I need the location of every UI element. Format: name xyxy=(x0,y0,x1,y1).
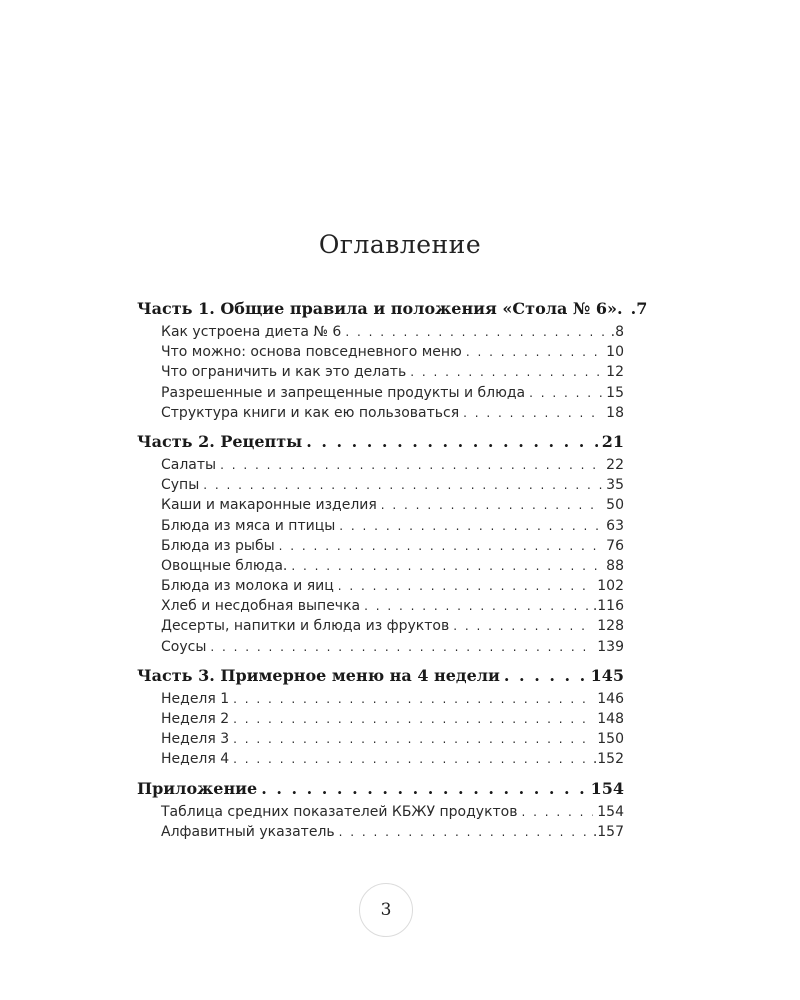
toc-entry[interactable] xyxy=(137,362,624,382)
toc-section xyxy=(137,296,648,423)
toc-entry-page: 10 xyxy=(606,344,624,361)
toc-section-heading[interactable] xyxy=(137,663,624,689)
page-title: Оглавление xyxy=(318,230,482,259)
dot-leader xyxy=(233,729,593,749)
dot-leader xyxy=(364,596,589,616)
dot-leader xyxy=(529,383,602,403)
toc-entry-page: 128 xyxy=(597,618,624,635)
toc-entry-label: Структура книги и как ею пользоваться xyxy=(161,404,460,421)
toc-entry-label: Алфавитный указатель xyxy=(161,823,335,840)
toc-section-title: Часть 2. Рецепты xyxy=(137,431,303,451)
toc-entry-page: 12 xyxy=(606,364,624,381)
toc-section xyxy=(137,663,624,770)
toc-entry[interactable] xyxy=(137,576,624,596)
toc-entry-page: .152 xyxy=(592,751,624,768)
dot-leader xyxy=(466,342,602,362)
dot-leader xyxy=(453,616,593,636)
toc-entry[interactable] xyxy=(137,802,624,822)
toc-entry-label: Хлеб и несдобная выпечка xyxy=(161,598,361,615)
toc-entry-label: Что можно: основа повседневного меню xyxy=(161,344,462,361)
dot-leader xyxy=(220,455,602,475)
toc-entry[interactable] xyxy=(137,556,624,576)
toc-entry[interactable] xyxy=(137,596,624,616)
toc-entry-label: Соусы xyxy=(161,638,207,655)
dot-leader xyxy=(233,709,593,729)
toc-entry-page: 15 xyxy=(606,384,624,401)
toc-entry-page: 35 xyxy=(606,477,624,494)
dot-leader xyxy=(339,516,602,536)
toc-entry-label: Блюда из мяса и птицы xyxy=(161,517,336,534)
toc-entry[interactable] xyxy=(137,475,624,495)
toc-entry[interactable] xyxy=(137,637,624,657)
toc-section xyxy=(137,776,624,842)
toc-entry-label: Неделя 1 xyxy=(161,690,230,707)
toc-section-heading[interactable] xyxy=(137,296,648,322)
dot-leader xyxy=(291,556,602,576)
toc-entry-page: 154 xyxy=(597,803,624,820)
toc-entry[interactable] xyxy=(137,403,624,423)
dot-leader xyxy=(233,689,593,709)
toc-section-title: Часть 3. Примерное меню на 4 недели xyxy=(137,665,500,685)
dot-leader xyxy=(522,802,594,822)
toc-entry[interactable] xyxy=(137,495,624,515)
toc-section-page: 154 xyxy=(590,778,624,798)
toc-entry-page: 148 xyxy=(597,711,624,727)
toc-entry-label: Овощные блюда. xyxy=(161,557,288,574)
toc-entry-page: 63 xyxy=(606,517,624,534)
toc-entry-label: Как устроена диета № 6 xyxy=(161,324,342,340)
dot-leader xyxy=(279,536,603,556)
toc-entry-label: Неделя 3 xyxy=(161,731,230,748)
toc-entry-page: 150 xyxy=(597,731,624,748)
toc-entry-label: Блюда из рыбы xyxy=(161,537,275,554)
toc-entry[interactable] xyxy=(137,322,624,342)
toc-entry-page: .116 xyxy=(592,598,624,615)
toc-entry[interactable] xyxy=(137,383,624,403)
toc-entry-page: 102 xyxy=(597,578,624,595)
toc-entry[interactable] xyxy=(137,616,624,636)
toc-entry-page: .8 xyxy=(610,324,624,340)
dot-leader xyxy=(345,322,606,342)
toc-entry[interactable] xyxy=(137,455,624,475)
toc-entry[interactable] xyxy=(137,749,624,769)
toc-entry-page: 76 xyxy=(606,537,624,554)
toc-entry-page: 18 xyxy=(606,404,624,421)
dot-leader xyxy=(339,822,589,842)
toc-entry-label: Неделя 4 xyxy=(161,751,230,768)
dot-leader xyxy=(463,403,602,423)
toc-entry-page: 146 xyxy=(597,690,624,707)
toc-entry-label: Разрешенные и запрещенные продукты и блюда xyxy=(161,384,526,401)
toc-section-page: 145 xyxy=(590,665,624,685)
toc-section-heading[interactable] xyxy=(137,429,624,455)
toc-entry[interactable] xyxy=(137,709,624,729)
dot-leader xyxy=(233,749,589,769)
toc-section xyxy=(137,429,624,657)
toc-section-page: 21 xyxy=(601,431,624,451)
page-number-label: 3 xyxy=(380,900,392,920)
dot-leader xyxy=(338,576,594,596)
toc-entry-page: 22 xyxy=(606,456,624,473)
toc-entry-page: 88 xyxy=(606,557,624,574)
toc-entry-label: Супы xyxy=(161,477,200,494)
toc-entry-page: 139 xyxy=(597,638,624,655)
toc-entry[interactable] xyxy=(137,822,624,842)
dot-leader xyxy=(210,637,593,657)
toc-entry-label: Десерты, напитки и блюда из фруктов xyxy=(161,618,450,635)
toc-section-title: Часть 1. Общие правила и положения «Стола № 6». xyxy=(137,299,623,318)
toc-entry-label: Каши и макаронные изделия xyxy=(161,497,377,514)
page-number xyxy=(359,883,413,937)
dot-leader xyxy=(306,429,598,455)
toc-entry-label: Таблица средних показателей КБЖУ продуктов xyxy=(161,803,518,820)
toc-entry[interactable] xyxy=(137,536,624,556)
dot-leader xyxy=(410,362,602,382)
toc-section-title: Приложение xyxy=(137,778,258,798)
dot-leader xyxy=(261,776,586,802)
toc-entry[interactable] xyxy=(137,689,624,709)
dot-leader xyxy=(504,663,587,689)
toc-entry[interactable] xyxy=(137,516,624,536)
toc-entry-label: Что ограничить и как это делать xyxy=(161,364,407,381)
toc-entry[interactable] xyxy=(137,342,624,362)
dot-leader xyxy=(381,495,602,515)
toc-entry[interactable] xyxy=(137,729,624,749)
toc-entry-page: .157 xyxy=(592,823,624,840)
toc-entry-label: Неделя 2 xyxy=(161,711,230,727)
toc-entry-label: Блюда из молока и яиц xyxy=(161,578,334,595)
toc-section-page: .7 xyxy=(630,299,648,318)
table-of-contents xyxy=(137,296,648,848)
dot-leader xyxy=(203,475,602,495)
toc-section-heading[interactable] xyxy=(137,776,624,802)
toc-entry-page: 50 xyxy=(606,497,624,514)
toc-entry-label: Салаты xyxy=(161,456,217,473)
